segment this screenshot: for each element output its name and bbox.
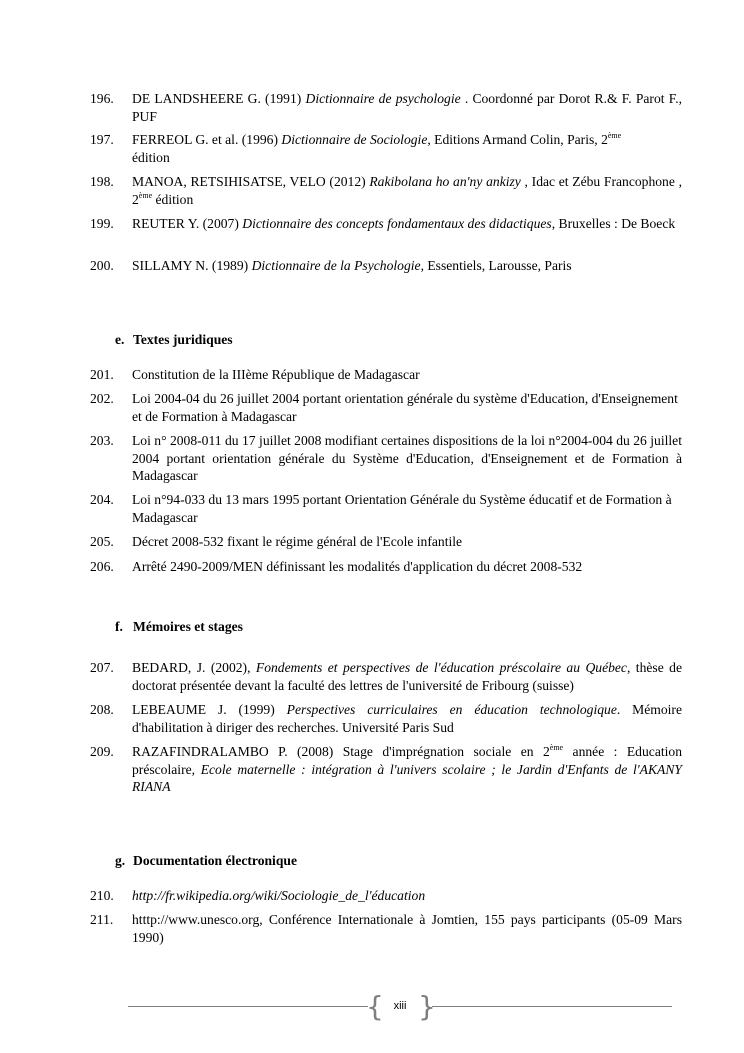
reference-number: 201. xyxy=(90,367,114,382)
footer-rule-right xyxy=(432,1006,672,1007)
reference-text: Loi 2004-04 du 26 juillet 2004 portant orientation générale du système d'Education, d'Enseignement et de Formation à Madagascar xyxy=(132,391,678,424)
section-heading-documentation-electronique: g. Documentation électronique xyxy=(115,853,297,868)
reference-text xyxy=(132,887,682,905)
reference-number: 197. xyxy=(90,132,114,147)
reference-number: 198. xyxy=(90,174,114,189)
reference-text: Loi n° 2008-011 du 17 juillet 2008 modifiant certaines dispositions de la loi n°2004-004 du 26 juillet 2004 portant orientation générale du Système d'Education, d'Enseignement et de Formation à Madagascar xyxy=(132,433,682,483)
reference-number: 196. xyxy=(90,91,114,106)
reference-text: Décret 2008-532 fixant le régime général de l'Ecole infantile xyxy=(132,534,463,549)
section-heading-textes-juridiques: e. Textes juridiques xyxy=(115,332,233,347)
reference-text: BEDARD, J. (2002), Fondements et perspectives de l'éducation préscolaire au Québec, thèse de doctorat présentée devant la faculté des lettres de l'université de Fribourg (suisse) xyxy=(132,660,682,693)
right-brace-icon: } xyxy=(418,990,436,1023)
left-brace-icon: { xyxy=(366,990,384,1023)
reference-number: 205. xyxy=(90,534,114,549)
reference-text: MANOA, RETSIHISATSE, VELO (2012) Rakibolana ho an'ny ankizy , Idac et Zébu Francophone , 2ème édition xyxy=(132,174,683,207)
reference-text: Constitution de la IIIème République de Madagascar xyxy=(132,367,420,382)
reference-text: RAZAFINDRALAMBO P. (2008) Stage d'imprégnation sociale en 2ème année : Education préscolaire, Ecole maternelle : intégration à l'univers scolaire ; le Jardin d'Enfants de l'AKANY RIANA xyxy=(132,743,682,794)
reference-text: SILLAMY N. (1989) Dictionnaire de la Psychologie, Essentiels, Larousse, Paris xyxy=(132,258,572,273)
footer-rule-left xyxy=(128,1006,368,1007)
reference-number: 206. xyxy=(90,559,114,574)
reference-text: REUTER Y. (2007) Dictionnaire des concepts fondamentaux des didactiques, Bruxelles : De Boeck xyxy=(132,216,676,231)
reference-text: DE LANDSHEERE G. (1991) Dictionnaire de psychologie . Coordonné par Dorot R.& F. Parot F., PUF xyxy=(132,91,683,124)
page-number: xiii xyxy=(393,1000,407,1012)
reference-number: 211. xyxy=(90,912,114,927)
reference-text: Arrêté 2490-2009/MEN définissant les modalités d'application du décret 2008-532 xyxy=(132,559,583,574)
reference-number: 202. xyxy=(90,391,114,406)
reference-text: htttp://www.unesco.org, Conférence Internationale à Jomtien, 155 pays participants (05-09 Mars 1990) xyxy=(132,912,682,945)
reference-link[interactable]: http://fr.wikipedia.org/wiki/Sociologie_de_l'éducation xyxy=(132,888,426,903)
reference-number: 208. xyxy=(90,702,114,717)
reference-number: 209. xyxy=(90,744,114,759)
reference-number: 207. xyxy=(90,660,114,675)
reference-number: 210. xyxy=(90,888,114,903)
section-heading-memoires-et-stages: f. Mémoires et stages xyxy=(115,619,243,634)
reference-text: LEBEAUME J. (1999) Perspectives curriculaires en éducation technologique. Mémoire d'habilitation à diriger des recherches. Université Paris Sud xyxy=(132,702,682,735)
reference-number: 199. xyxy=(90,216,114,231)
reference-number: 203. xyxy=(90,433,114,448)
reference-text: Loi n°94-033 du 13 mars 1995 portant Orientation Générale du Système éducatif et de Formation à Madagascar xyxy=(132,492,672,525)
reference-number: 200. xyxy=(90,258,114,273)
reference-text: FERREOL G. et al. (1996) Dictionnaire de Sociologie, Editions Armand Colin, Paris, 2ème édition xyxy=(132,131,622,165)
reference-number: 204. xyxy=(90,492,114,507)
